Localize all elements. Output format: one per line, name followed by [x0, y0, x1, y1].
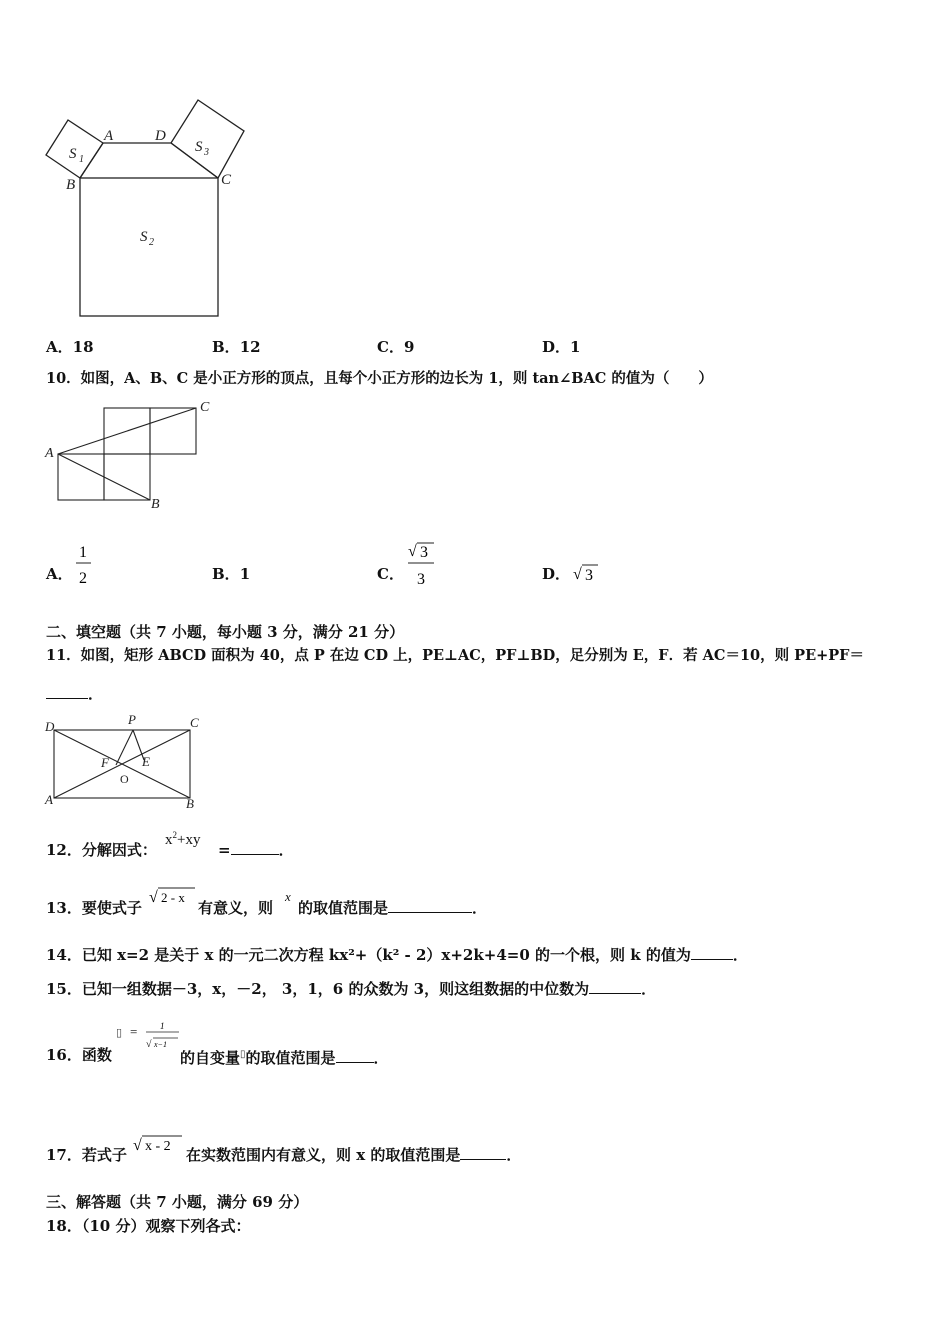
label-s3: S [195, 139, 203, 155]
svg-text:x−1: x−1 [154, 1040, 167, 1049]
q12-prefix: 12．分解因式： [46, 841, 157, 859]
q17-suffix: 在实数范围内有意义，则 x 的取值范围是 ． [186, 1146, 522, 1164]
label-p: P [128, 712, 136, 727]
svg-text:=: = [130, 1024, 138, 1039]
q17-blank[interactable] [460, 1145, 506, 1160]
segment-ac [58, 408, 196, 454]
q10-option-d-sqrt [570, 558, 604, 588]
q9-option-b: B．12 [212, 338, 261, 356]
label-s2-sub: 2 [149, 237, 154, 248]
q9-option-d: D．1 [542, 338, 581, 356]
svg-text:√: √ [573, 566, 582, 583]
label-b: B [66, 177, 76, 193]
label-s1-sub: 1 [79, 154, 84, 165]
svg-text:3: 3 [420, 544, 428, 561]
label-a: A [104, 128, 114, 144]
svg-text:√: √ [133, 1137, 142, 1154]
svg-text:√: √ [408, 543, 417, 560]
label-c: C [190, 715, 199, 730]
svg-text:2 - x: 2 - x [161, 890, 185, 905]
label-f: F [101, 755, 109, 770]
q12-answer: = ． [218, 841, 294, 859]
label-c: C [200, 400, 210, 415]
q16-function [112, 1018, 182, 1054]
section3-heading: 三、解答题（共 7 小题，满分 69 分） [46, 1193, 309, 1211]
figure-q9 [40, 95, 255, 325]
q16-blank[interactable] [336, 1048, 374, 1063]
figure-q10 [40, 395, 225, 515]
label-b: B [151, 497, 160, 512]
q10-option-a-fraction [72, 540, 96, 590]
label-a: A [45, 792, 53, 807]
svg-text:▯: ▯ [116, 1027, 123, 1039]
q13-prefix: 13．要使式子 [46, 899, 142, 917]
label-b: B [186, 796, 194, 811]
q10-option-d: D． [542, 565, 571, 583]
q17-prefix: 17．若式子 [46, 1146, 127, 1164]
q15-text: 15．已知一组数据－3，x，－2， 3，1，6 的众数为 3，则这组数据的中位数为 ． [46, 980, 657, 998]
q10-option-a: A． [46, 565, 73, 583]
q13-radical [148, 883, 198, 911]
q18-text: 18．（10 分）观察下列各式： [46, 1217, 251, 1235]
q13-mid: 有意义，则 [198, 899, 274, 917]
svg-text:3: 3 [585, 567, 593, 584]
q14-text: 14．已知 x=2 是关于 x 的一元二次方程 kx²+（k² - 2）x+2k+4=0 的一个根，则 k 的值为 ． [46, 946, 748, 964]
label-d: D [45, 719, 55, 734]
q16-suffix: 的自变量▯的取值范围是 ． [180, 1049, 389, 1067]
q9-option-a: A．18 [46, 338, 94, 356]
label-s3-sub: 3 [204, 147, 209, 158]
svg-text:√: √ [149, 889, 158, 906]
q12-blank[interactable] [231, 840, 279, 855]
q14-blank[interactable] [691, 945, 733, 960]
q10-option-c: C． [377, 565, 404, 583]
label-s1: S [69, 146, 77, 162]
label-e: E [142, 754, 150, 769]
svg-text:x - 2: x - 2 [145, 1139, 171, 1154]
label-c: C [221, 172, 232, 188]
q11-text: 11．如图，矩形 ABCD 面积为 40，点 P 在边 CD 上，PE⊥AC，PF⊥BD，足分别为 E，F．若 AC＝10，则 PE+PF＝ [46, 647, 864, 664]
q13-var: x [285, 889, 291, 904]
label-a: A [45, 446, 54, 461]
q17-radical [132, 1131, 186, 1159]
q15-blank[interactable] [589, 979, 641, 994]
svg-text:1: 1 [79, 544, 87, 561]
q10-option-c-fraction [404, 536, 440, 590]
q10-text: 10．如图，A、B、C 是小正方形的顶点，且每个小正方形的边长为 1，则 tan∠BAC 的值为（ ） [46, 370, 713, 387]
q16-prefix: 16．函数 [46, 1046, 112, 1064]
q12-expression: $x^2+xy$ [165, 830, 201, 848]
svg-text:√: √ [146, 1039, 152, 1050]
q13-blank[interactable] [388, 898, 472, 913]
svg-text:3: 3 [417, 571, 425, 588]
figure-q11 [40, 710, 210, 812]
q10-option-b: B．1 [212, 565, 251, 583]
section2-heading: 二、填空题（共 7 小题，每小题 3 分，满分 21 分） [46, 623, 405, 641]
label-d: D [155, 128, 166, 144]
q11-blank[interactable] [46, 684, 88, 699]
svg-text:1: 1 [160, 1021, 165, 1031]
q13-suffix: 的取值范围是 ． [298, 899, 488, 917]
q11-blank-line: ． [46, 684, 103, 704]
q9-option-c: C．9 [377, 338, 415, 356]
label-o: O [120, 772, 129, 786]
svg-text:2: 2 [79, 570, 87, 587]
square-s3 [171, 100, 244, 178]
label-s2: S [140, 229, 148, 245]
